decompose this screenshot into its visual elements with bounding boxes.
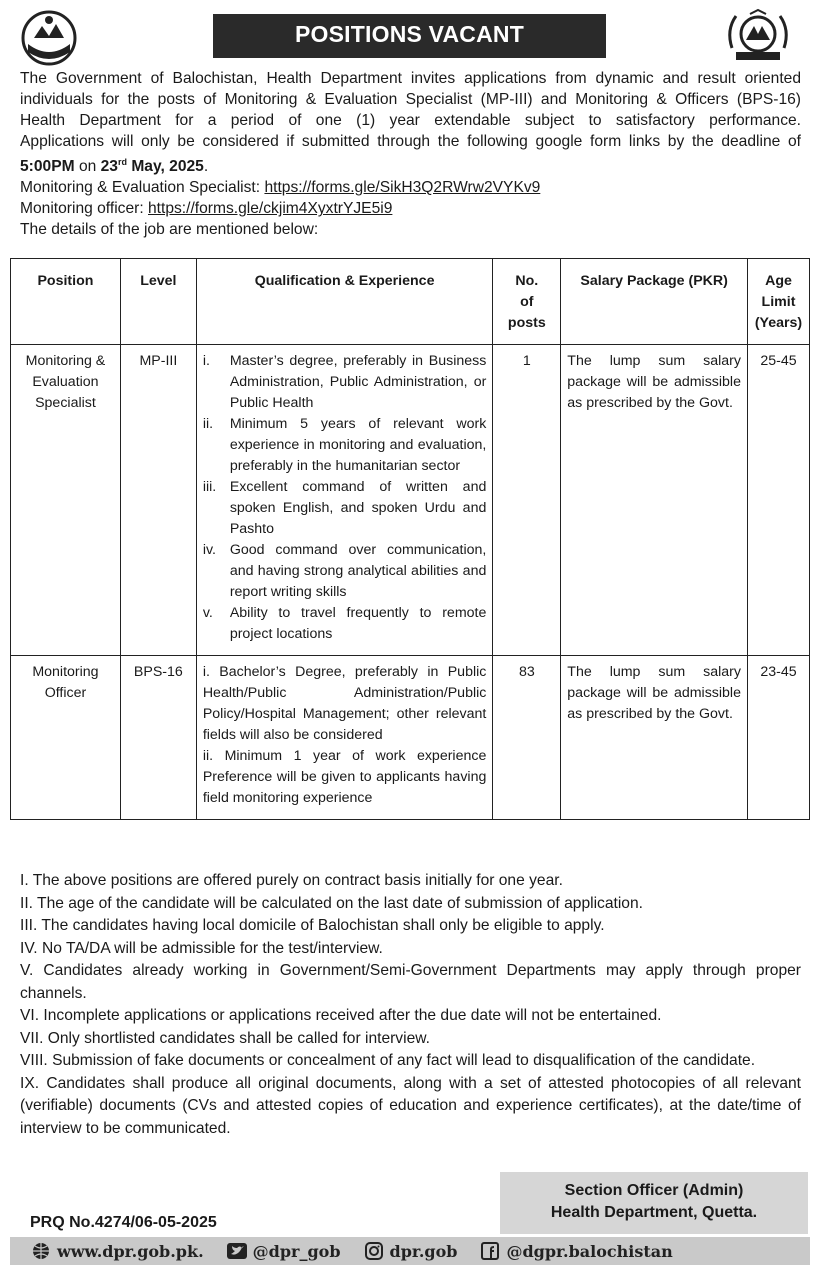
- list-item: iii. Excellent command of written and spoken English, and spoken Urdu and Pashto: [202, 479, 487, 537]
- page-title: POSITIONS VACANT: [213, 14, 606, 58]
- qualification-cell: [196, 345, 493, 656]
- salary-cell: The lump sum salary package will be admissible as prescribed by the Govt.: [561, 345, 748, 656]
- social-website[interactable]: www.dpr.gob.pk.: [30, 1242, 204, 1261]
- mo-form-link[interactable]: https://forms.gle/ckjim4XyxtrYJE5i9: [148, 200, 393, 218]
- social-twitter[interactable]: @dpr_gob: [226, 1242, 341, 1261]
- level-cell: BPS-16: [120, 656, 196, 820]
- level-cell: MP-III: [120, 345, 196, 656]
- position-cell: Monitoring Officer: [11, 656, 121, 820]
- officer-department: Health Department, Quetta.: [550, 1204, 758, 1221]
- qualification-cell: [196, 656, 493, 820]
- me-form-line: Monitoring & Evaluation Specialist: https://forms.gle/SikH3Q2RWrw2VYKv9: [20, 179, 541, 197]
- health-department-seal-icon: [722, 8, 794, 64]
- term-item: III. The candidates having local domicile of Balochistan shall only be eligible to apply.: [20, 917, 605, 934]
- position-cell: Monitoring & Evaluation Specialist: [11, 345, 121, 656]
- header: [0, 0, 813, 66]
- table-row: [11, 656, 810, 820]
- mo-form-line: Monitoring officer: https://forms.gle/ckjim4XyxtrYJE5i9: [20, 200, 393, 218]
- details-line: The details of the job are mentioned below:: [20, 221, 319, 239]
- deadline: 5:00PM on 23rd May, 2025.: [20, 157, 209, 176]
- facebook-icon: [479, 1242, 501, 1260]
- intro-line: The Government of Balochistan, Health Department invites applications from dynamic and result oriented: [20, 70, 801, 87]
- intro-line: Applications will only be considered if submitted through the following google form links by the deadline of: [20, 133, 801, 150]
- table-row: [11, 345, 810, 656]
- balochistan-emblem-icon: [20, 8, 78, 66]
- globe-icon: [30, 1242, 52, 1260]
- header-age: Age Limit (Years): [747, 259, 809, 345]
- term-item: IX. Candidates shall produce all original documents, along with a set of attested photocopies of all relevant (verifiable) documents (CVs and attested copies of education and experience certificates), at the date/time of interview to be communicated.: [20, 1074, 801, 1137]
- intro-text: [20, 68, 801, 240]
- term-item: II. The age of the candidate will be calculated on the last date of submission of application.: [20, 894, 643, 912]
- signatory-box: [500, 1172, 808, 1234]
- instagram-icon: [363, 1242, 385, 1260]
- list-item: v. Ability to travel frequently to remote project locations: [202, 605, 487, 642]
- term-item: VIII. Submission of fake documents or concealment of any fact will lead to disqualification of the candidate.: [20, 1052, 756, 1069]
- officer-title: Section Officer (Admin): [564, 1182, 744, 1199]
- intro-line: Health Department for a period of one (1) year extendable subject to satisfactory performance.: [20, 112, 801, 129]
- social-facebook[interactable]: @dgpr.balochistan: [479, 1242, 672, 1261]
- table-header-row: [11, 259, 810, 345]
- age-cell: 25-45: [747, 345, 809, 656]
- term-item: VI. Incomplete applications or applications received after the due date will not be entertained.: [20, 1007, 662, 1024]
- terms-list: [20, 870, 801, 1140]
- salary-cell: The lump sum salary package will be admissible as prescribed by the Govt.: [561, 656, 748, 820]
- intro-line: individuals for the posts of Monitoring & Evaluation Specialist (MP-III) and Monitoring & Officers (BPS-16): [20, 91, 801, 108]
- prq-number: PRQ No.4274/06-05-2025: [30, 1214, 217, 1231]
- term-item: IV. No TA/DA will be admissible for the test/interview.: [20, 939, 383, 957]
- social-instagram[interactable]: dpr.gob: [363, 1242, 458, 1261]
- social-bar: [10, 1237, 810, 1265]
- term-item: VII. Only shortlisted candidates shall be called for interview.: [20, 1029, 430, 1047]
- list-item: ii. Minimum 5 years of relevant work experience in monitoring and evaluation, preferably in the humanitarian sector: [202, 416, 487, 474]
- me-form-link[interactable]: https://forms.gle/SikH3Q2RWrw2VYKv9: [264, 179, 541, 197]
- header-salary: Salary Package (PKR): [561, 259, 748, 345]
- posts-cell: 1: [493, 345, 561, 656]
- list-item: i. Master’s degree, preferably in Business Administration, Public Administration, or Public Health: [202, 353, 487, 411]
- header-qualification: Qualification & Experience: [196, 259, 493, 345]
- term-item: I. The above positions are offered purely on contract basis initially for one year.: [20, 872, 563, 889]
- header-position: Position: [11, 259, 121, 345]
- age-cell: 23-45: [747, 656, 809, 820]
- list-item: ii. Minimum 1 year of work experience Preference will be given to applicants having field monitoring experience: [202, 748, 487, 806]
- list-item: i. Bachelor’s Degree, preferably in Public Health/Public Administration/Public Policy/Hospital Management; other relevant fields will also be considered: [202, 664, 487, 743]
- twitter-icon: [226, 1242, 248, 1260]
- header-posts: No. of posts: [493, 259, 561, 345]
- posts-cell: 83: [493, 656, 561, 820]
- term-item: V. Candidates already working in Government/Semi-Government Departments may apply through proper channels.: [20, 962, 801, 1002]
- jobs-table: [10, 258, 810, 820]
- list-item: iv. Good command over communication, and having strong analytical abilities and report writing skills: [202, 542, 487, 600]
- header-level: Level: [120, 259, 196, 345]
